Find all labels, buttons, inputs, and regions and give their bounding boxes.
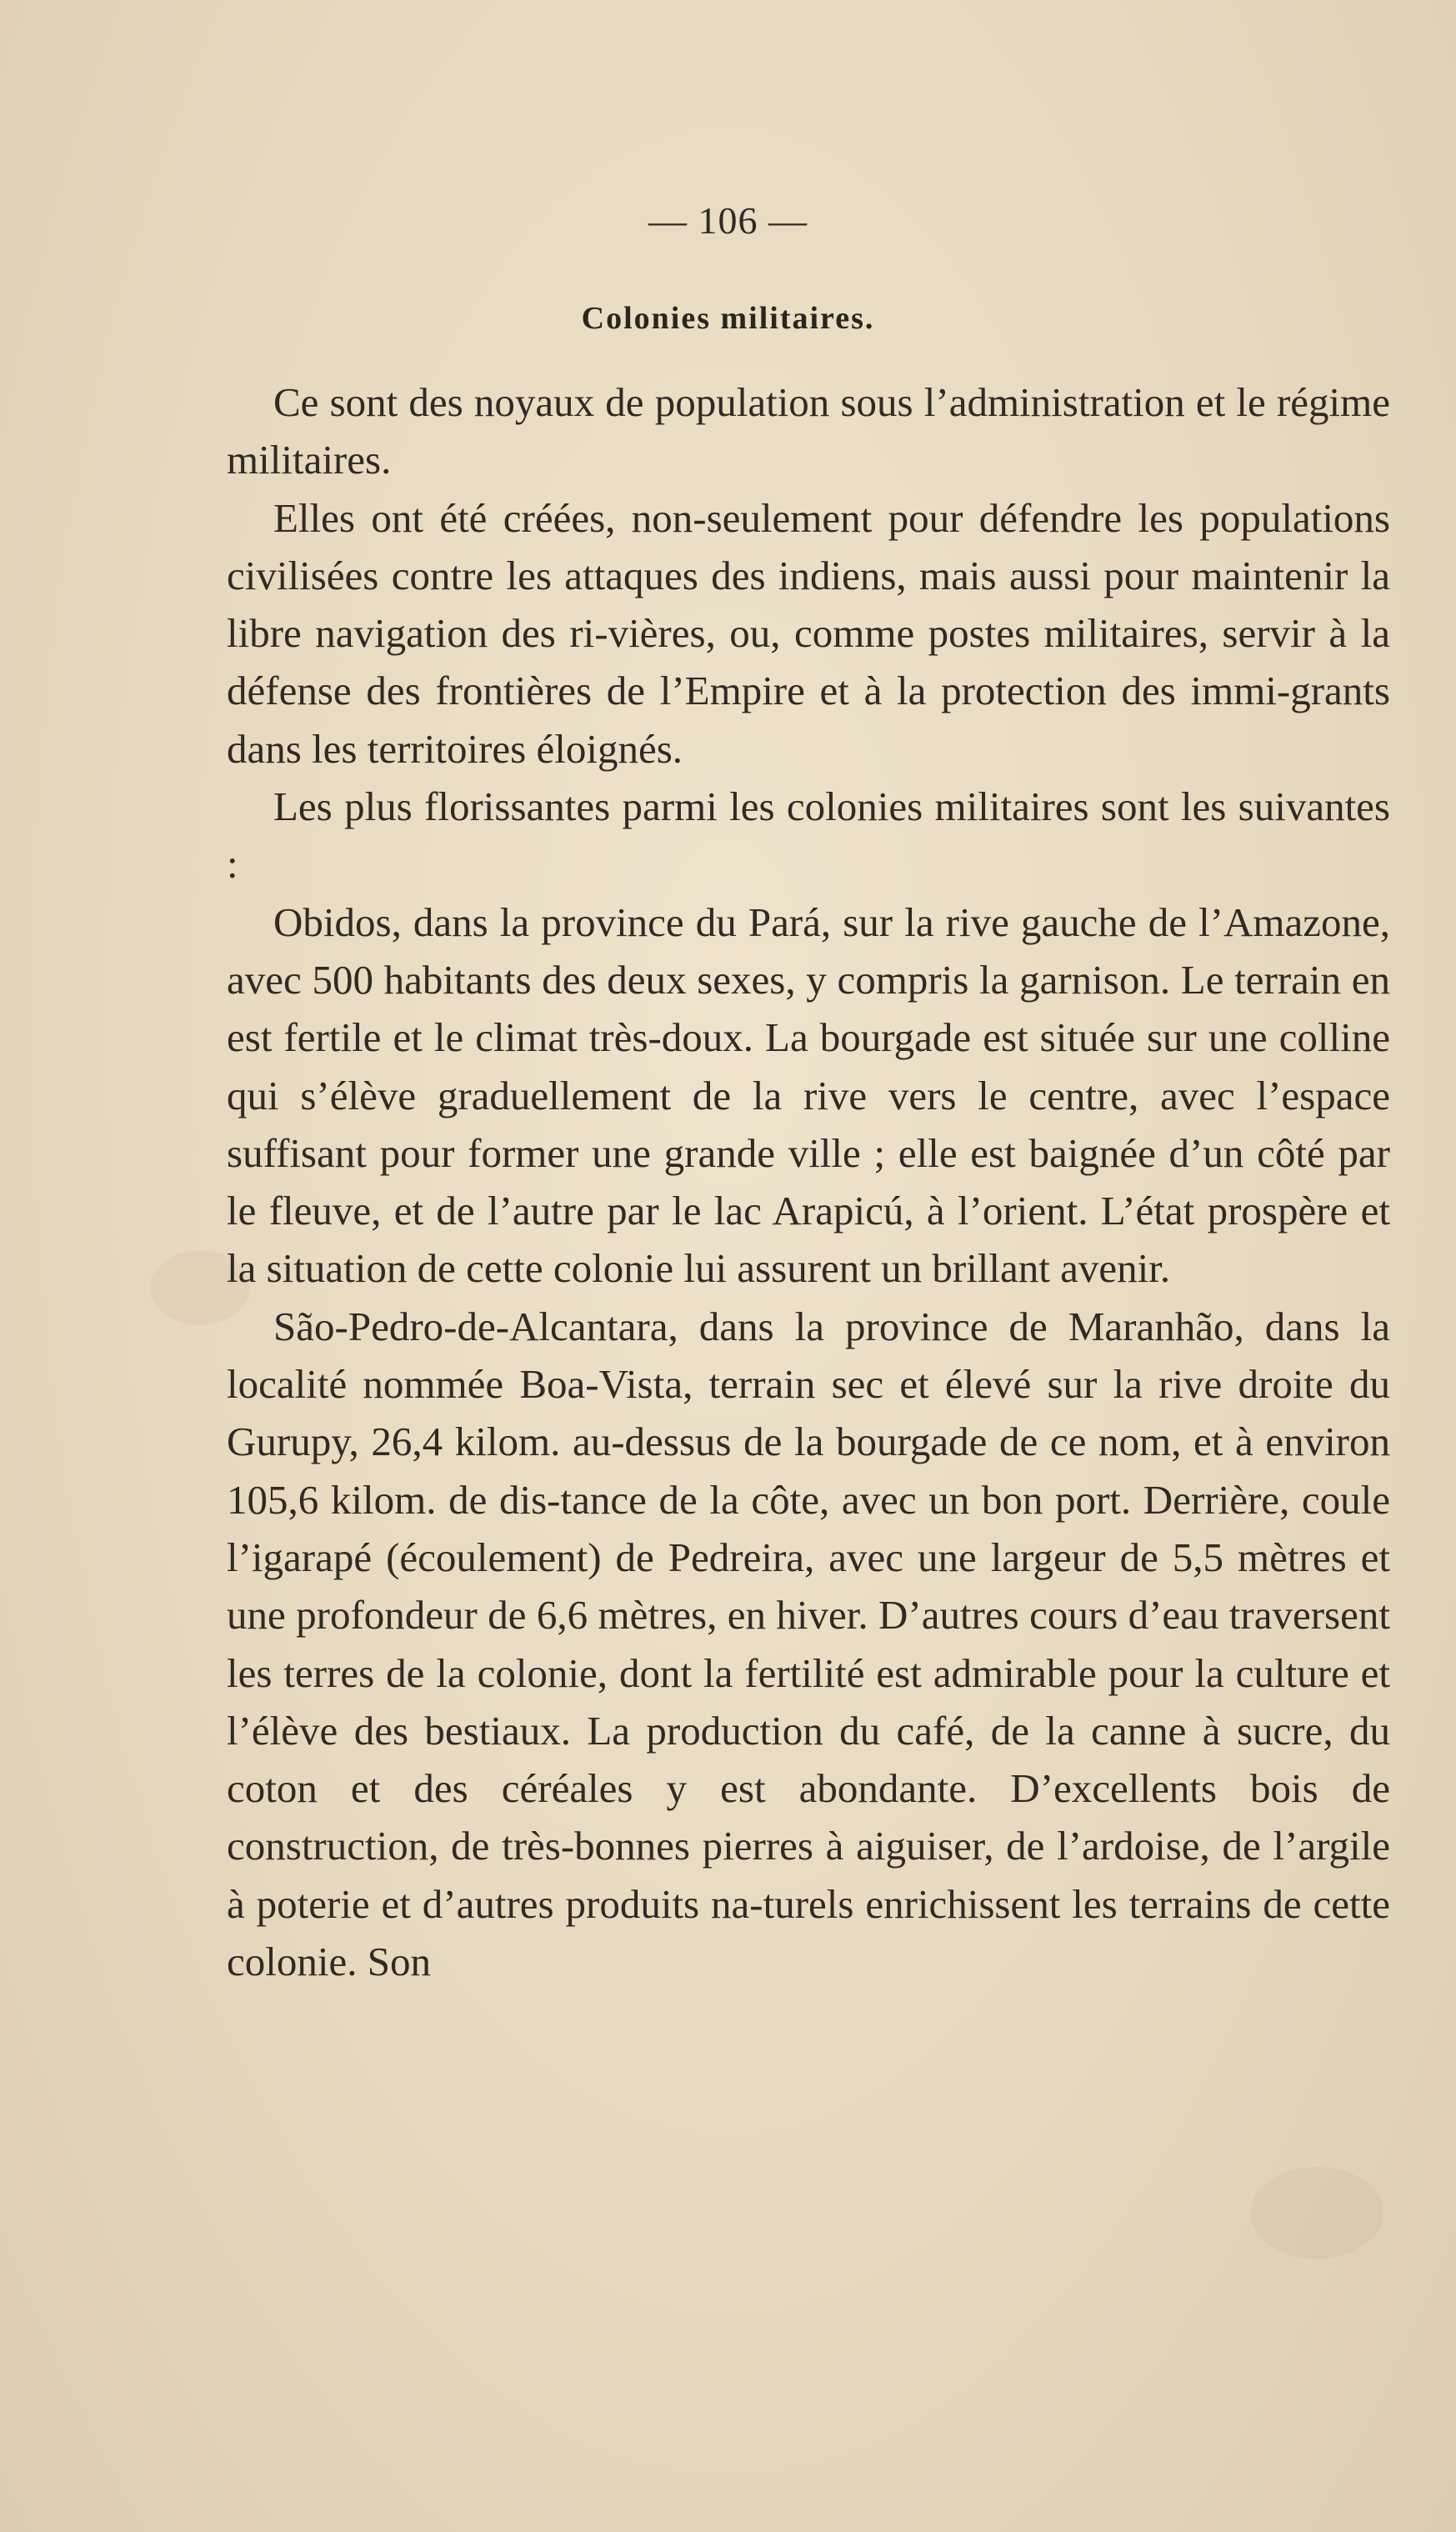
- paper-stain: [1250, 2167, 1383, 2259]
- paragraph-obidos: Obidos, dans la province du Pará, sur la rive gauche de l’Amazone, avec 500 habitants des deux sexes, y compris la garnison. Le terrain en est fertile et le climat très-doux. La bourgade est située sur une colline qui s’élève graduellement de la rive vers le centre, avec l’espace suffisant pour former une grande ville ; elle est baignée d’un côté par le fleuve, et de l’autre par le lac Arapicú, à l’orient. L’état prospère et la situation de cette colonie lui assurent un brillant avenir.: [227, 898, 1390, 1292]
- page-number: — 106 —: [648, 199, 808, 242]
- section-heading: Colonies militaires.: [581, 301, 875, 336]
- paragraph-list-intro: Les plus florissantes parmi les colonies militaires sont les suivantes :: [227, 783, 1390, 888]
- paragraph-sao-pedro: São-Pedro-de-Alcantara, dans la province de Maranhão, dans la localité nommée Boa-Vista, terrain sec et élevé sur la rive droite du Gurupy, 26,4 kilom. au-dessus de la bourgade de ce nom, et à environ 105,6 kilom. de dis-tance de la côte, avec un bon port. Derrière, coule l’igarapé (écoulement) de Pedreira, avec une largeur de 5,5 mètres et une profondeur de 6,6 mètres, en hiver. D’autres cours d’eau traversent les terres de la colonie, dont la fertilité est admirable pour la culture et l’élève des bestiaux. La production du café, de la canne à sucre, du coton et des céréales y est abondante. D’excellents bois de construction, de très-bonnes pierres à aiguiser, de l’ardoise, de l’argile à poterie et d’autres produits na-turels enrichissent les terrains de cette colonie. Son: [227, 1303, 1390, 1985]
- paragraph-intro: Ce sont des noyaux de population sous l’administration et le régime militaires.: [227, 379, 1390, 483]
- paragraph-purpose: Elles ont été créées, non-seulement pour défendre les populations civilisées contre les attaques des indiens, mais aussi pour maintenir la libre navigation des ri-vières, ou, comme postes militaires, servir à la défense des frontières de l’Empire et à la protection des immi-grants dans les territoires éloignés.: [227, 494, 1390, 772]
- body-text: [227, 373, 1390, 1990]
